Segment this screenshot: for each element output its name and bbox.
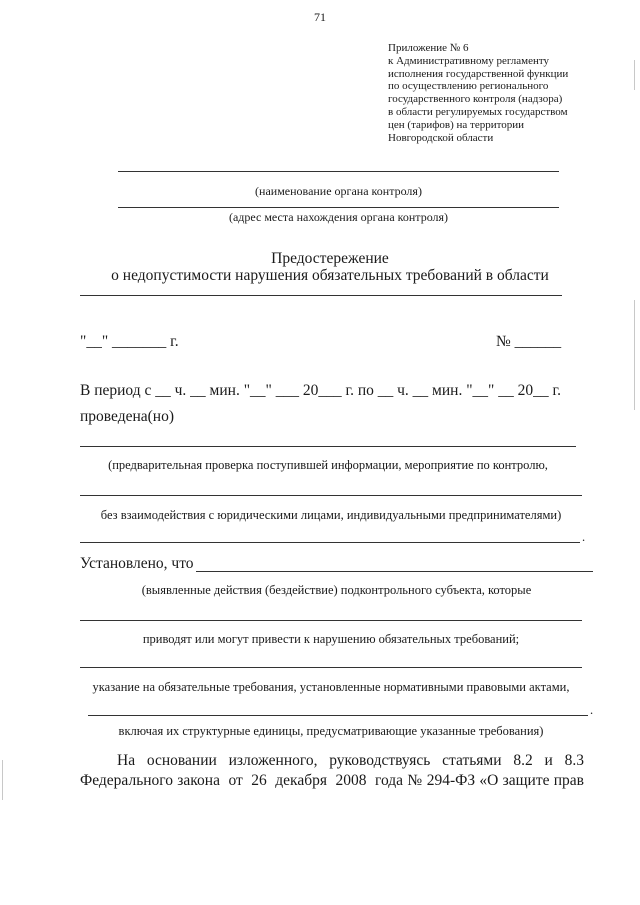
established-line: [196, 571, 593, 572]
basis-line-1: На основании изложенного, руководствуясь статьями 8.2 и 8.3: [117, 752, 584, 769]
appendix-line: к Административному регламенту: [388, 54, 550, 67]
area-line: [80, 295, 562, 296]
org-address-caption: (адрес места нахождения органа контроля): [228, 210, 449, 224]
actions-caption: (выявленные действия (бездействие) подконтрольного субъекта, которые: [141, 583, 532, 597]
appendix-line: по осуществлению регионального: [388, 80, 549, 93]
lead-to-line: [80, 667, 582, 668]
actions-line: [80, 620, 582, 621]
document-subtitle: о недопустимости нарушения обязательных требований в области: [111, 267, 549, 284]
lead-to-caption: приводят или могут привести к нарушению обязательных требований;: [142, 632, 520, 646]
appendix-block: [388, 42, 628, 144]
check-type-caption: (предварительная проверка поступившей информации, мероприятие по контролю,: [108, 458, 548, 472]
scan-edge-mark: [634, 60, 635, 90]
requirements-line: [88, 715, 588, 716]
document-title: Предостережение: [271, 250, 389, 267]
check-type-line-2: [80, 495, 582, 496]
check-type-line: [80, 446, 576, 447]
org-address-line: [118, 207, 559, 208]
conducted-label: проведена(но): [80, 408, 175, 425]
org-name-caption: (наименование органа контроля): [255, 184, 422, 198]
appendix-line: Приложение № 6: [388, 42, 469, 54]
requirements-caption: указание на обязательные требования, установленные нормативными правовыми актами,: [92, 680, 570, 694]
units-caption: включая их структурные единицы, предусматривающие указанные требования): [118, 724, 544, 738]
appendix-line: государственного контроля (надзора): [388, 93, 563, 106]
appendix-line: цен (тарифов) на территории: [388, 118, 525, 131]
appendix-line: исполнения государственной функции: [388, 67, 569, 80]
appendix-line: Новгородской области: [388, 131, 494, 144]
scan-edge-mark: [2, 760, 3, 800]
number-field: № ______: [496, 333, 562, 350]
period-dot: .: [582, 530, 586, 544]
appendix-line: в области регулируемых государством: [388, 105, 568, 118]
no-interaction-caption: без взаимодействия с юридическими лицами, индивидуальными предпринимателями): [100, 508, 562, 522]
page-number: 71: [314, 10, 326, 24]
conducted-end-line: [80, 542, 580, 543]
date-field: "__" _______ г.: [80, 333, 179, 350]
basis-line-2: Федерального закона от 26 декабря 2008 года № 294-ФЗ «О защите прав: [80, 772, 584, 789]
established-label: Установлено, что: [80, 555, 194, 572]
period-line: В период с __ ч. __ мин. "__" ___ 20___ г. по __ ч. __ мин. "__" __ 20__ г.: [80, 382, 561, 399]
requirements-dot: .: [590, 703, 594, 717]
org-name-line: [118, 171, 559, 172]
scan-edge-mark: [634, 300, 635, 410]
